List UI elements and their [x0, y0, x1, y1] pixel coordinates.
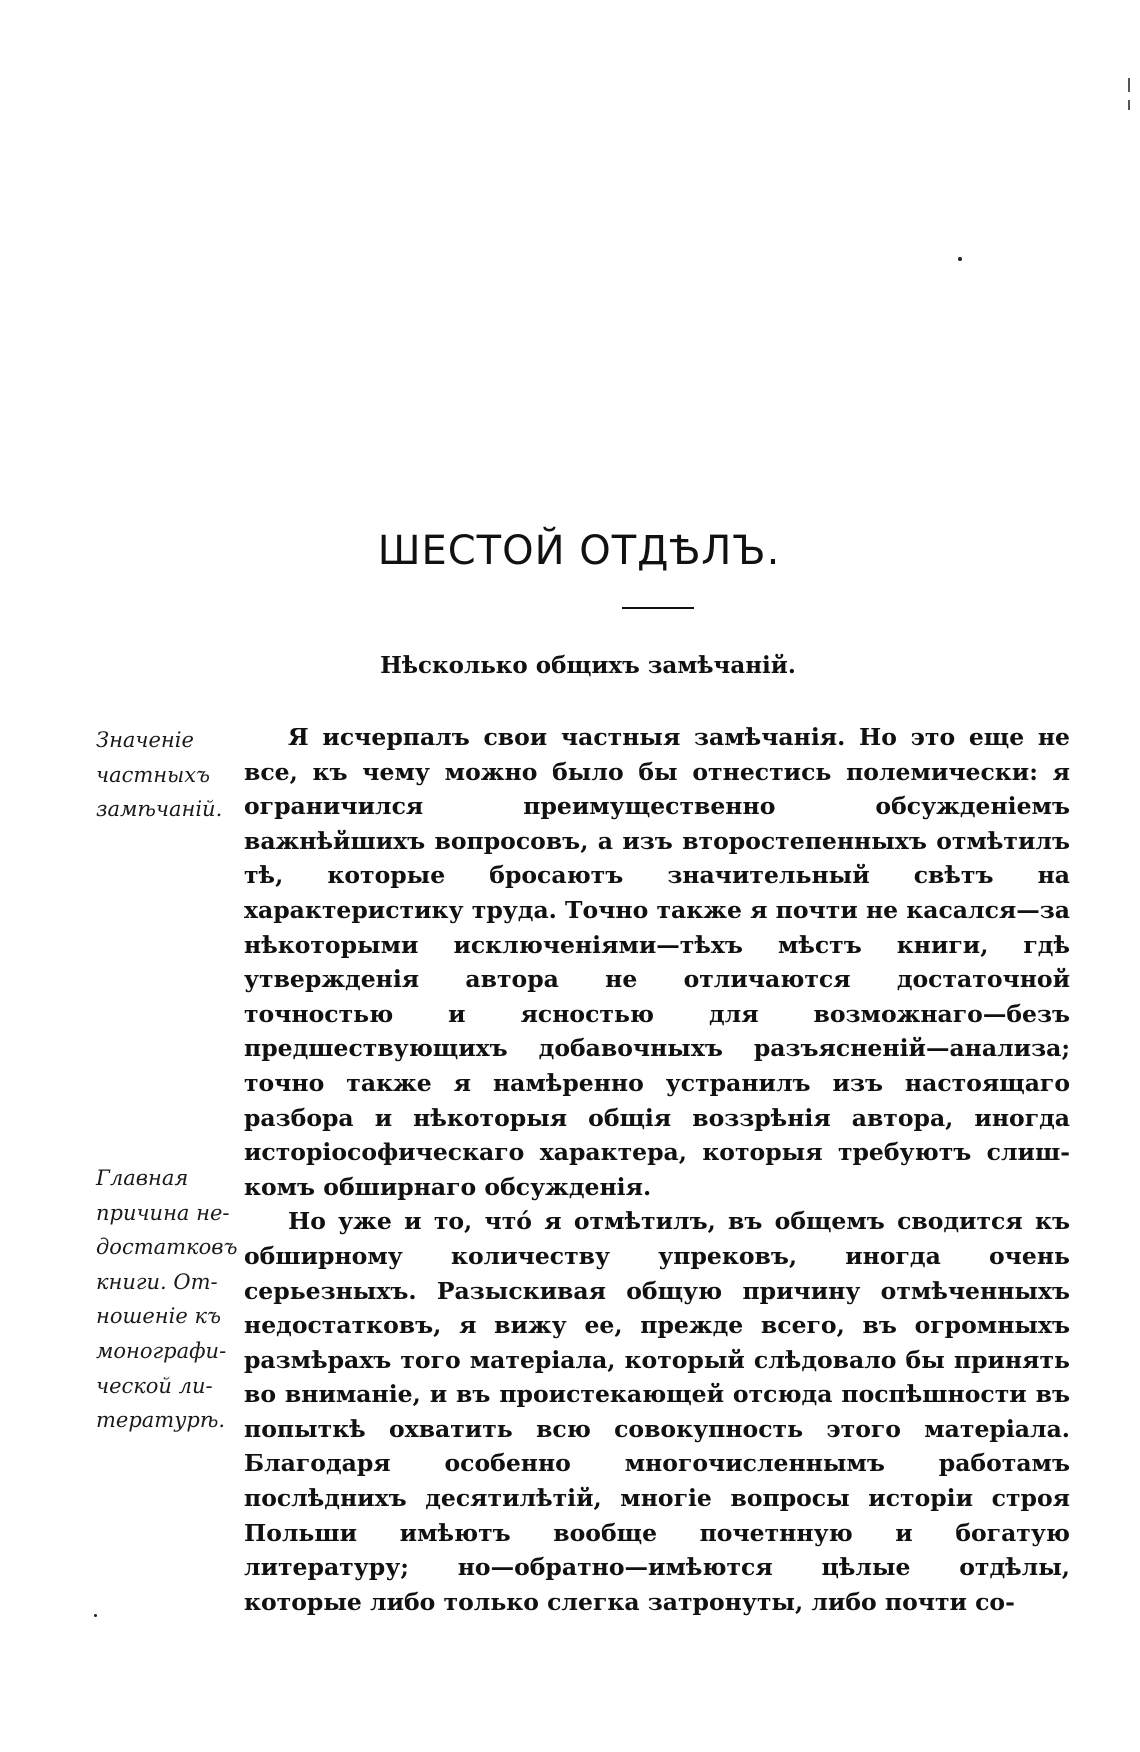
margin-note-line: ческой ли-	[96, 1373, 213, 1398]
margin-note-line: достатковъ	[96, 1235, 238, 1260]
margin-note-line: Главная	[96, 1166, 189, 1190]
edge-mark	[1128, 100, 1130, 110]
margin-note-significance	[96, 723, 234, 827]
margin-note-line: монографи-	[96, 1338, 227, 1363]
margin-note-main-cause	[96, 1161, 238, 1438]
title-rule	[622, 607, 694, 609]
section-subtitle: Нѣсколько общихъ замѣчаній.	[380, 652, 796, 679]
body-text	[244, 720, 1070, 1619]
paragraph: Но уже и то, что́ я отмѣтилъ, въ общемъ сводится къ обширному количеству упрековъ, иногда очень серьезныхъ. Разыскивая общую причину отмѣченныхъ недостатковъ, я вижу ее, прежде всего, въ огромныхъ размѣрахъ того матеріала, который слѣдовало бы принять во вниманіе, и въ проистекающей отсюда поспѣшности въ попыткѣ охватить всю совокупность этого матеріала. Благодаря особенно многочисленнымъ работамъ послѣднихъ десятилѣтій, многіе вопросы исторіи строя Польши имѣютъ вообще почетнную и богатую литературу; но—обратно—имѣются цѣлые отдѣлы, которые либо только слегка затронуты, либо почти со-	[244, 1207, 1070, 1616]
margin-note-line: ношеніе къ	[96, 1304, 221, 1329]
speck-mark	[958, 257, 962, 261]
margin-note-line: книги. От-	[96, 1269, 218, 1294]
paragraph: Я исчерпалъ свои частныя замѣчанія. Но это еще не все, къ чему можно было бы отнестись полемически: я ограничился преимущественно обсужденіемъ важнѣйшихъ вопросовъ, а изъ второстепенныхъ отмѣтилъ тѣ, которые бросаютъ значительный свѣтъ на характеристику труда. Точно также я почти не касался—за нѣкоторыми исключеніями—тѣхъ мѣстъ книги, гдѣ утвержденія автора не отличаются достаточной точностью и ясностью для возможнаго—безъ предшествующихъ добавочныхъ разъясненій—анализа; точно также я намѣренно устранилъ изъ настоящаго разбора и нѣкоторыя общія воззрѣнія автора, иногда исторіософическаго характера, которыя требуютъ слишкомъ обширнаго обсужденія.	[244, 723, 1070, 1201]
margin-note-line: частныхъ	[96, 762, 211, 787]
margin-note-line: замѣчаній.	[96, 797, 223, 822]
speck-mark	[94, 1614, 97, 1617]
edge-mark	[1128, 78, 1130, 92]
margin-note-line: причина не-	[96, 1200, 230, 1225]
margin-note-line: Значеніе	[96, 728, 194, 752]
margin-note-line: тературѣ.	[96, 1408, 226, 1433]
section-title: ШЕСТОЙ ОТДѢЛЪ.	[377, 528, 781, 574]
